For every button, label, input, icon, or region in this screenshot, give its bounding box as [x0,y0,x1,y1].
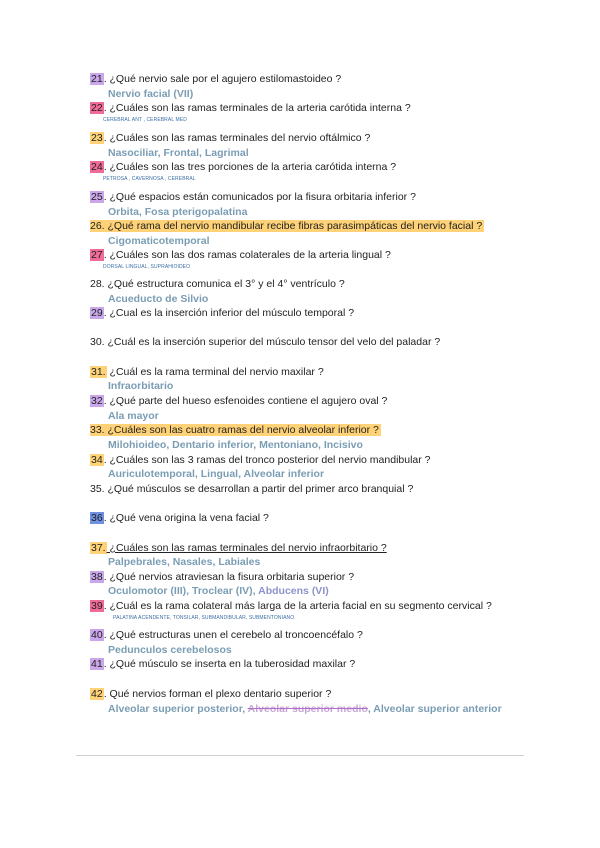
handwritten-note-39: PALATINA ACENDENTE, TONSILAR, SUBMANDIBULAR, SUBMENTONIANO [113,615,295,621]
question-text: . ¿Qué parte del hueso esfenoides contiene el agujero oval ? [103,395,388,407]
answer-part: , Alveolar superior anterior [367,703,502,715]
question-30 [90,336,440,349]
answer-part: Alveolar superior posterior, [108,703,248,715]
question-28 [90,278,345,291]
question-number: 31. [91,366,106,378]
question-text: . ¿Cuáles son las 3 ramas del tronco posterior del nervio mandibular ? [103,454,431,466]
handwritten-note-27: DORSAL LINGUAL, SUPRAHIOIDEO [103,264,191,270]
question-text: ¿Cuál es la rama terminal del nervio maxilar ? [106,366,324,378]
question-number: 29 [91,307,103,319]
question-29 [90,307,354,320]
question-number: 37. [91,542,106,554]
answer-38 [108,585,329,598]
question-21 [90,73,341,86]
question-text: ¿Cuáles son las ramas terminales del nervio infraorbitario ? [106,542,387,554]
question-number: 36 [91,512,103,524]
question-number: 32 [91,395,103,407]
question-text: 28. ¿Qué estructura comunica el 3° y el 4° ventrículo ? [90,278,345,290]
question-number: 41 [91,658,103,670]
question-39 [90,600,492,613]
answer-21: Nervio facial (VII) [108,88,194,100]
answer-32: Ala mayor [108,410,159,422]
question-27 [90,249,391,262]
question-number: 24 [91,161,103,173]
question-31 [90,366,324,379]
question-text: . ¿Cuáles son las ramas terminales de la arteria carótida interna ? [103,102,411,114]
question-42 [90,688,331,701]
question-text: 33. ¿Cuáles son las cuatro ramas del nervio alveolar inferior ? [90,424,379,436]
question-text: 30. ¿Cuál es la inserción superior del músculo tensor del velo del paladar ? [90,336,441,348]
question-number: 40 [91,629,103,641]
answer-23: Nasociliar, Frontal, Lagrimal [108,147,249,159]
question-number: 39 [91,600,103,612]
question-text: . ¿Cuáles son las dos ramas colaterales de la arteria lingual ? [103,249,391,261]
question-text: . ¿Qué músculo se inserta en la tuberosidad maxilar ? [103,658,356,670]
question-text: . ¿Cuáles son las ramas terminales del nervio oftálmico ? [103,132,371,144]
answer-part-struck: Alveolar superior medio [247,703,368,715]
question-41 [90,658,355,671]
question-26 [90,220,484,233]
divider [76,755,524,756]
question-number: 34 [91,454,103,466]
question-24 [90,161,396,174]
question-38 [90,571,354,584]
answer-37: Palpebrales, Nasales, Labiales [108,556,261,568]
answer-31: Infraorbitario [108,380,174,392]
handwritten-note-24: PETROSA , CAVERNOSA , CEREBRAL [103,176,196,182]
question-text: . Qué nervios forman el plexo dentario superior ? [103,688,332,700]
question-35 [90,483,413,496]
question-37 [90,542,387,555]
question-33 [90,424,381,437]
question-40 [90,629,363,642]
answer-42 [108,703,502,716]
question-text: . ¿Cuáles son las tres porciones de la arteria carótida interna ? [103,161,397,173]
answer-40: Pedunculos cerebelosos [108,644,232,656]
question-34 [90,454,431,467]
answer-part: Oculomotor (III), Troclear (IV), [108,585,259,597]
question-text: . ¿Cual es la inserción inferior del músculo temporal ? [103,307,355,319]
question-text: 26. ¿Qué rama del nervio mandibular recibe fibras parasimpáticas del nervio facial ? [90,220,483,232]
question-25 [90,191,416,204]
answer-part-highlighted: Abducens (VI) [258,585,329,597]
question-23 [90,132,370,145]
question-32 [90,395,387,408]
answer-25: Orbita, Fosa pterigopalatina [108,206,248,218]
question-text: . ¿Qué estructuras unen el cerebelo al troncoencéfalo ? [103,629,363,641]
question-text: 35. ¿Qué músculos se desarrollan a partir del primer arco branquial ? [90,483,414,495]
handwritten-note-22: CEREBRAL ANT , CEREBRAL MED [103,117,187,123]
question-number: 25 [91,191,103,203]
question-text: . ¿Qué vena origina la vena facial ? [103,512,269,524]
question-number: 21 [91,73,103,85]
question-number: 38 [91,571,103,583]
question-text: . ¿Qué espacios están comunicados por la fisura orbitaria inferior ? [103,191,416,203]
answer-33: Milohioideo, Dentario inferior, Mentoniano, Incisivo [108,439,363,451]
question-22 [90,102,411,115]
answer-28: Acueducto de Silvio [108,293,209,305]
question-number: 27 [91,249,103,261]
question-number: 42 [91,688,103,700]
question-number: 22 [91,102,103,114]
question-text: . ¿Qué nervio sale por el agujero estilomastoideo ? [103,73,342,85]
question-text: . ¿Cuál es la rama colateral más larga de la arteria facial en su segmento cervical ? [103,600,492,612]
answer-26: Cigomaticotemporal [108,235,210,247]
question-number: 23 [91,132,103,144]
answer-34: Auriculotemporal, Lingual, Alveolar inferior [108,468,325,480]
question-36 [90,512,269,525]
question-text: . ¿Qué nervios atraviesan la fisura orbitaria superior ? [103,571,355,583]
